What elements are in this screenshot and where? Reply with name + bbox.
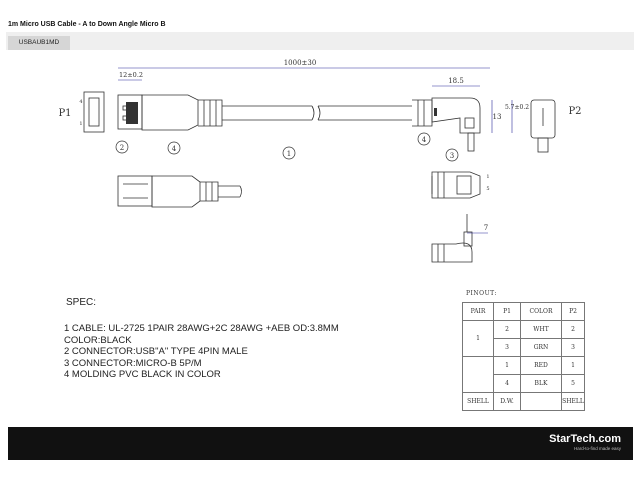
callout-2-label: 2	[119, 144, 125, 152]
color-cell: RED	[521, 357, 562, 375]
pin5-label: 5	[486, 186, 490, 192]
callout-1-label: 1	[286, 150, 292, 158]
pinout-table	[462, 302, 585, 411]
spec-list	[64, 323, 339, 381]
p2-label: P2	[568, 106, 582, 117]
p2-cell: 5	[562, 375, 585, 393]
dim-13-label: 13	[492, 113, 502, 121]
pinout-header: P1	[494, 303, 521, 321]
color-cell: BLK	[521, 375, 562, 393]
pinout-header: COLOR	[521, 303, 562, 321]
pair-cell: 1	[463, 321, 494, 357]
p1-cell: 4	[494, 375, 521, 393]
p1-cell: 3	[494, 339, 521, 357]
callout-3-label: 3	[449, 152, 455, 160]
startech-logo	[549, 433, 621, 451]
p1-cell: 1	[494, 357, 521, 375]
dim-18-5-label: 18.5	[448, 77, 464, 85]
page-title: 1m Micro USB Cable - A to Down Angle Micro B	[8, 21, 166, 28]
spec-item: 2 CONNECTOR:USB"A" TYPE 4PIN MALE	[64, 346, 248, 357]
micro-b-plug	[468, 133, 474, 151]
usb-a-top-view	[118, 176, 152, 206]
p2-cell: 3	[562, 339, 585, 357]
table-row	[463, 357, 585, 375]
color-cell	[521, 393, 562, 411]
color-cell: GRN	[521, 339, 562, 357]
spec-item: 4 MOLDING PVC BLACK IN COLOR	[64, 369, 221, 380]
pair-cell	[463, 357, 494, 393]
color-cell: WHT	[521, 321, 562, 339]
pin4-label: 4	[79, 99, 83, 105]
p1-cell: D.W.	[494, 393, 521, 411]
pinout-header: PAIR	[463, 303, 494, 321]
brand-tagline: Hard-to-find made easy	[573, 446, 621, 451]
p2-cell: 2	[562, 321, 585, 339]
pin1b-label: 1	[486, 174, 490, 180]
length-label: 1000±30	[283, 59, 317, 67]
part-number-tab: USBAUB1MD	[8, 36, 70, 50]
dim-7-label: 7	[483, 224, 489, 232]
plug-length-label: 12±0.2	[118, 71, 144, 79]
p2-cell: SHELL	[562, 393, 585, 411]
spec-item: 1 CABLE: UL-2725 1PAIR 28AWG+2C 28AWG +AEB OD:3.8MM	[64, 323, 339, 334]
pin1-label: 1	[79, 121, 83, 127]
pinout-header: P2	[562, 303, 585, 321]
spec-item: 3 CONNECTOR:MICRO-B 5P/M	[64, 357, 202, 369]
p2-cell: 1	[562, 357, 585, 375]
footer-bar	[8, 427, 633, 460]
dim-5-7-label: 5.7±0.2	[504, 104, 530, 111]
usb-a-molding	[142, 95, 198, 130]
table-row	[463, 393, 585, 411]
table-row	[463, 321, 585, 339]
spec-heading: SPEC:	[66, 297, 97, 308]
brand-name: StarTech.com	[549, 433, 621, 445]
callout-4a-label: 4	[171, 145, 177, 153]
p1-end-tongue	[89, 98, 99, 126]
p1-label: P1	[58, 108, 72, 119]
strain-relief-b	[412, 100, 432, 126]
spec-item: COLOR:BLACK	[64, 334, 132, 346]
pair-cell: SHELL	[463, 393, 494, 411]
pinout-title: PINOUT:	[466, 290, 497, 297]
callout-4b-label: 4	[421, 136, 427, 144]
p1-cell: 2	[494, 321, 521, 339]
